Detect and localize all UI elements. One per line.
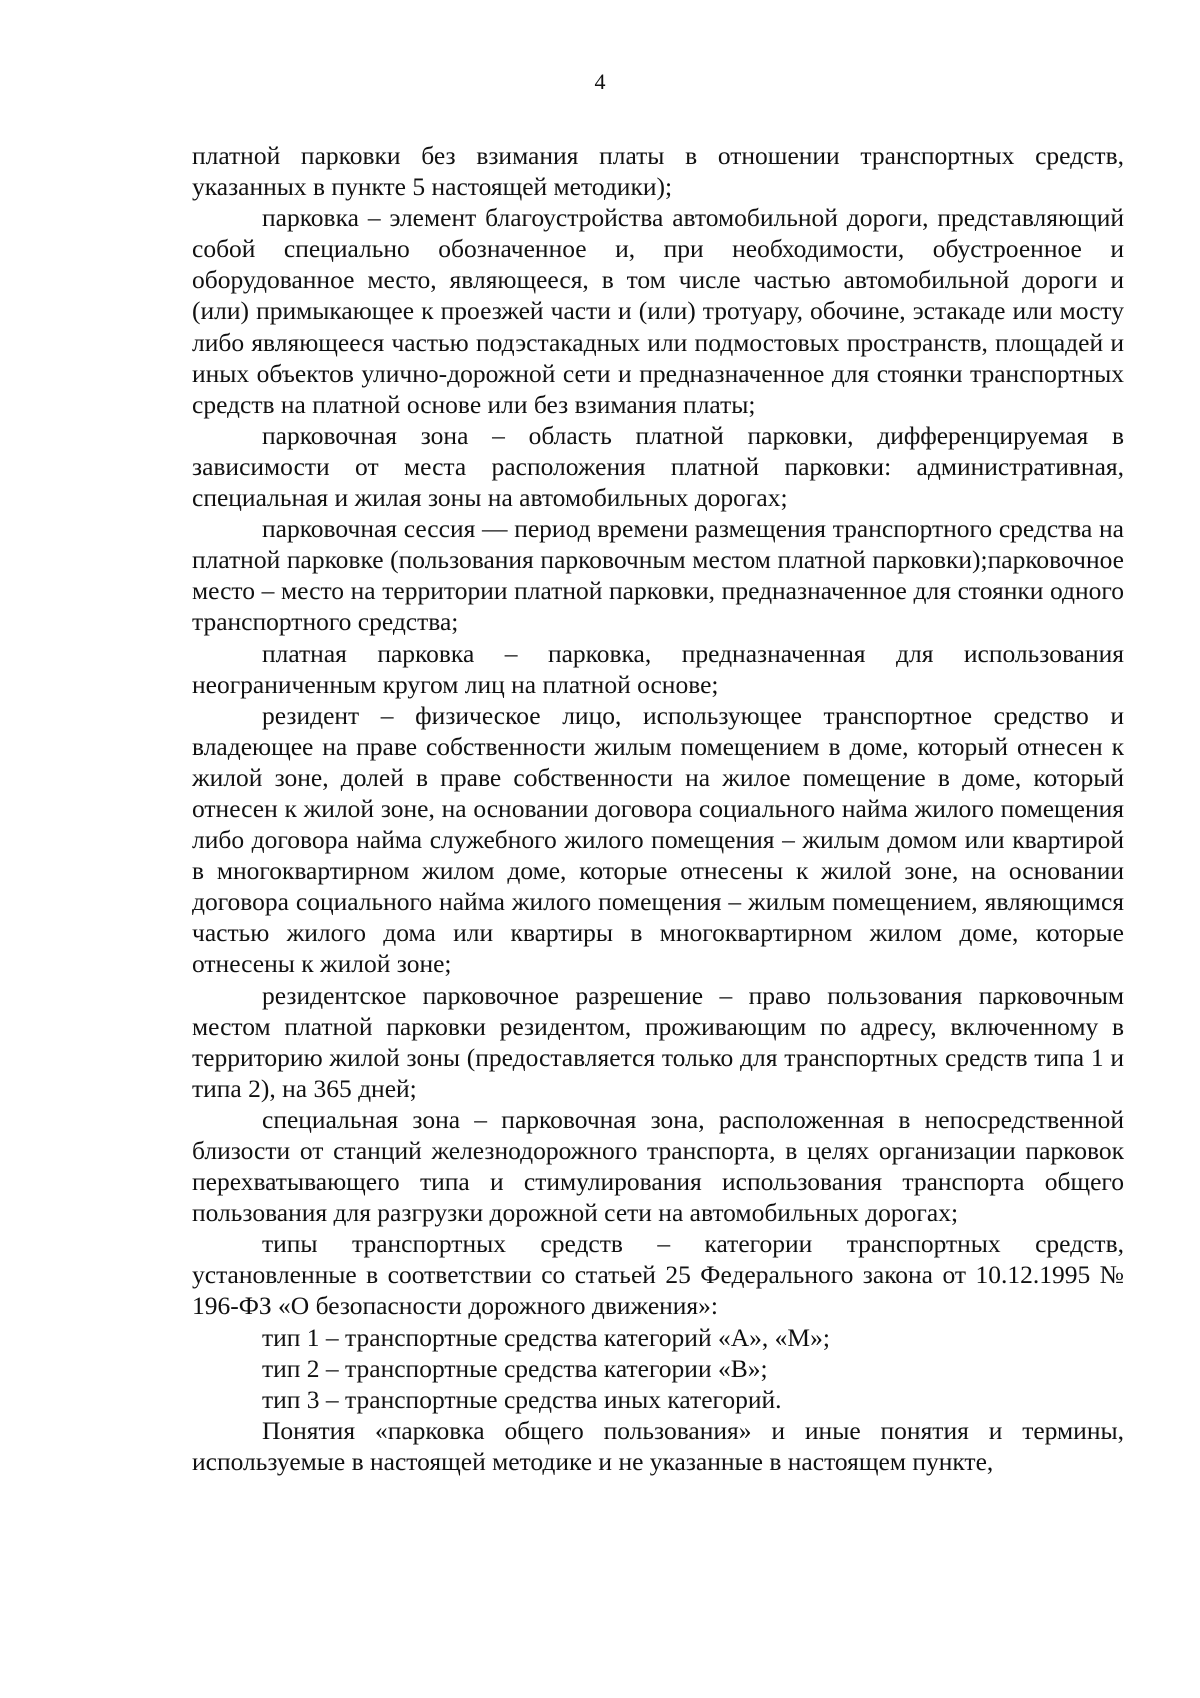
page-number: 4 <box>594 69 606 94</box>
vehicle-type-2: тип 2 – транспортные средства категории «В»; <box>262 1353 768 1383</box>
paragraph-continuation: платной парковки без взимания платы в отношении транспортных средств, указанных в пункте 5 настоящей методики); <box>192 141 1124 202</box>
vehicle-type-1: тип 1 – транспортные средства категорий «А», «М»; <box>262 1322 830 1352</box>
definition-vehicle-types: типы транспортных средств – категории транспортных средств, установленные в соответствии со статьей 25 Федерального закона от 10.12.1995 № 196-ФЗ «О безопасности дорожного движения»: <box>192 1229 1124 1321</box>
definition-paid-parking: платная парковка – парковка, предназначенная для использования неограниченным кругом лиц на платной основе; <box>192 638 1124 699</box>
definition-resident: резидент – физическое лицо, использующее транспортное средство и владеющее на праве собственности жилым помещением в доме, который отнесен к жилой зоне, долей в праве собственности на жилое помещение в доме, который отнесен к жилой зоне, на основании договора социального найма жилого помещения либо договора найма служебного жилого помещения – жилым домом или квартирой в многоквартирном жилом доме, которые отнесены к жилой зоне, на основании договора социального найма жилого помещения – жилым помещением, являющимся частью жилого дома или квартиры в многоквартирном жилом доме, которые отнесены к жилой зоне; <box>192 700 1124 979</box>
definition-parking-session: парковочная сессия — период времени размещения транспортного средства на платной парковке (пользования парковочным местом платной парковки);парковочное место – место на территории платной парковки, предназначенное для стоянки одного транспортного средства; <box>192 514 1124 637</box>
definition-special-zone: специальная зона – парковочная зона, расположенная в непосредственной близости от станций железнодорожного транспорта, в целях организации парковок перехватывающего типа и стимулирования использования транспорта общего пользования для разгрузки дорожной сети на автомобильных дорогах; <box>192 1104 1124 1228</box>
definition-parking-zone: парковочная зона – область платной парковки, дифференцируемая в зависимости от места расположения платной парковки: административная, специальная и жилая зоны на автомобильных дорогах; <box>192 420 1124 513</box>
definition-parking: парковка – элемент благоустройства автомобильной дороги, представляющий собой специально обозначенное и, при необходимости, обустроенное и оборудованное место, являющееся, в том числе частью автомобильной дороги и (или) примыкающее к проезжей части и (или) тротуару, обочине, эстакаде или мосту либо являющееся частью подэстакадных или подмостовых пространств, площадей и иных объектов улично-дорожной сети и предназначенное для стоянки транспортных средств на платной основе или без взимания платы; <box>192 203 1124 419</box>
final-paragraph: Понятия «парковка общего пользования» и иные понятия и термины, используемые в настоящей методике и не указанные в настоящем пункте, <box>192 1415 1124 1476</box>
definition-resident-permit: резидентское парковочное разрешение – право пользования парковочным местом платной парковки резидентом, проживающим по адресу, включенному в территорию жилой зоны (предоставляется только для транспортных средств типа 1 и типа 2), на 365 дней; <box>192 980 1124 1103</box>
vehicle-type-3: тип 3 – транспортные средства иных категорий. <box>262 1384 782 1414</box>
document-body <box>192 140 1124 1477</box>
